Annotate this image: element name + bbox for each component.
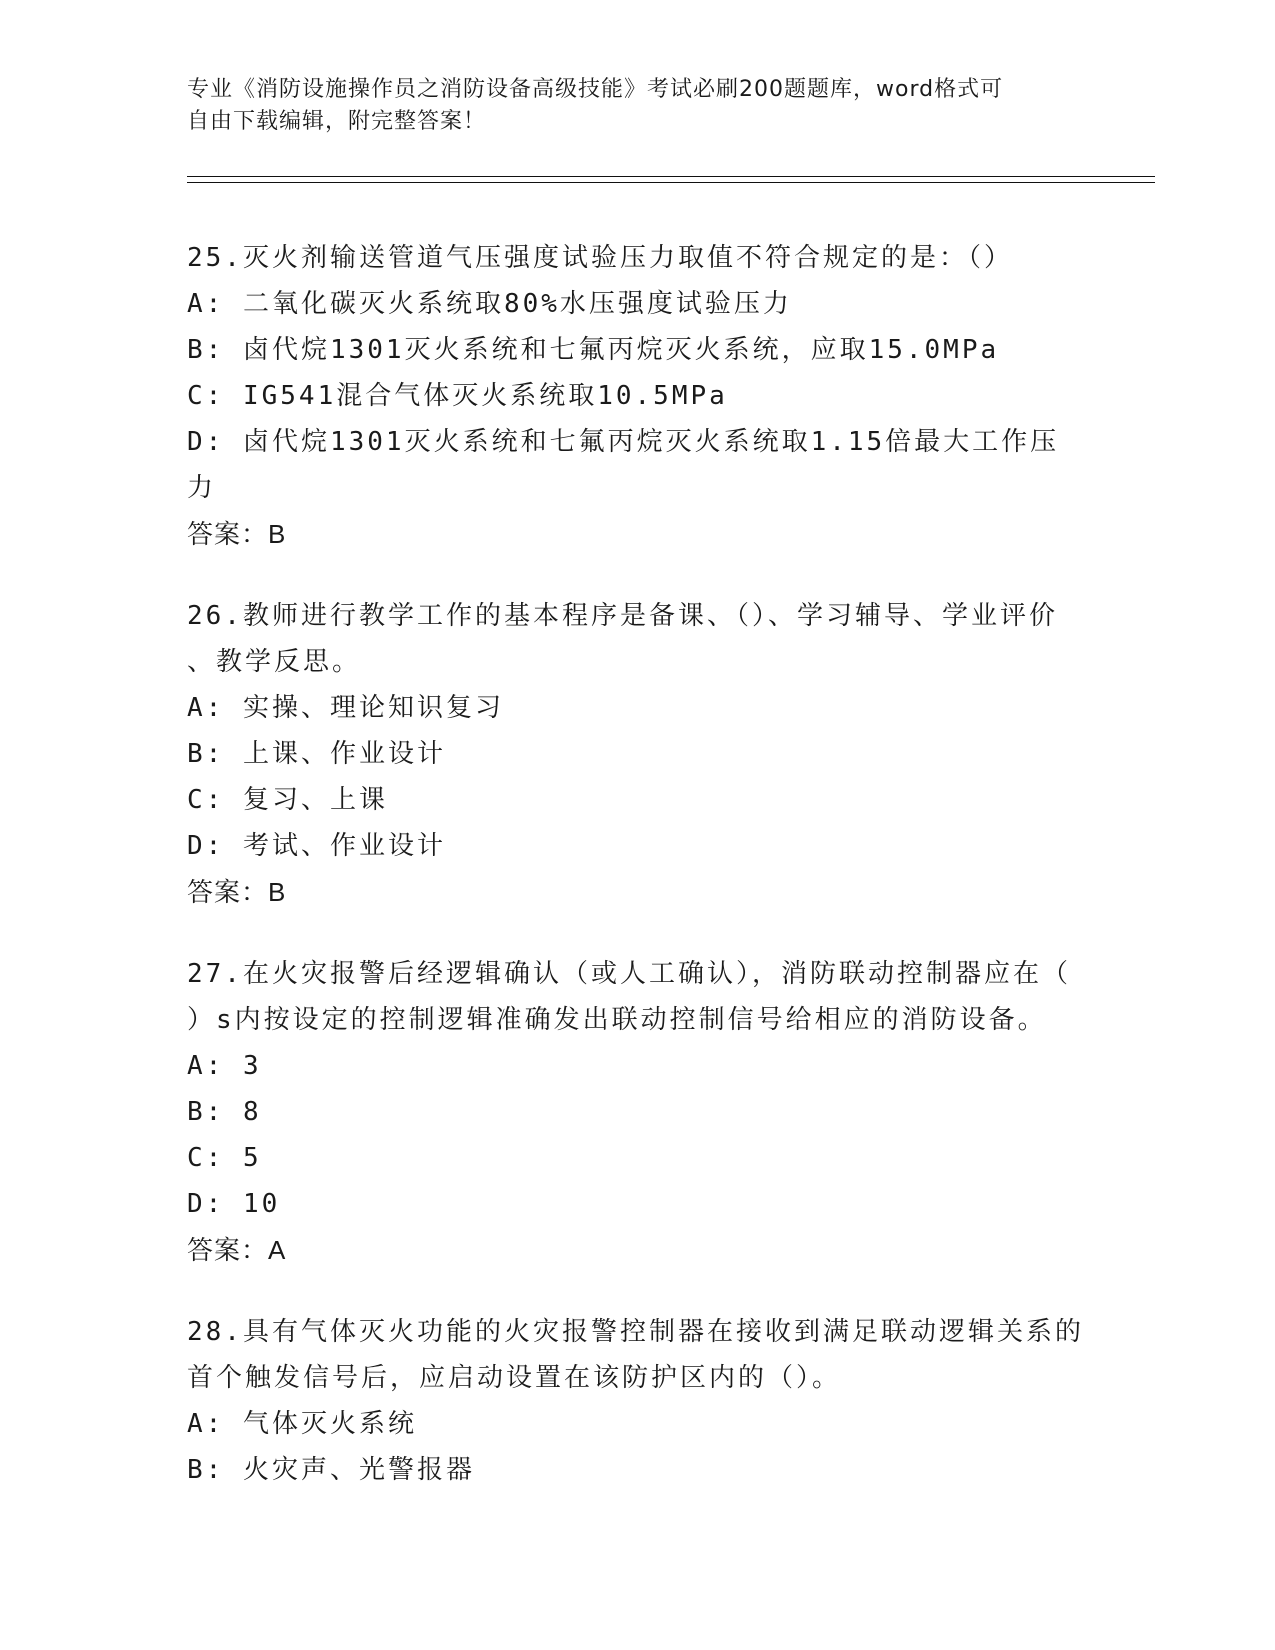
header-line-2: 自由下载编辑，附完整答案！: [187, 109, 487, 134]
option-b: B: 火灾声、光警报器: [187, 1455, 475, 1485]
option-a: A: 实操、理论知识复习: [187, 693, 504, 723]
document-header: [187, 74, 1067, 138]
question-stem-cont: 、教学反思。: [187, 647, 362, 677]
option-b: B: 上课、作业设计: [187, 739, 446, 769]
answer: 答案：B: [187, 519, 287, 549]
question-stem-cont: 首个触发信号后，应启动设置在该防护区内的（）。: [187, 1363, 842, 1393]
question-list: [187, 235, 1087, 1529]
question-27: [187, 951, 1087, 1273]
question-stem: 25.灭火剂输送管道气压强度试验压力取值不符合规定的是：（）: [187, 243, 1013, 273]
question-stem: 28.具有气体灭火功能的火灾报警控制器在接收到满足联动逻辑关系的: [187, 1317, 1084, 1347]
option-d: D: 卤代烷1301灭火系统和七氟丙烷灭火系统取1.15倍最大工作压力: [187, 427, 1060, 503]
option-c: C: 5: [187, 1143, 262, 1173]
option-a: A: 二氧化碳灭火系统取80%水压强度试验压力: [187, 289, 792, 319]
option-b: B: 卤代烷1301灭火系统和七氟丙烷灭火系统，应取15.0MPa: [187, 335, 1000, 365]
option-c: C: IG541混合气体灭火系统取10.5MPa: [187, 381, 728, 411]
answer: 答案：A: [187, 1235, 287, 1265]
option-a: A: 3: [187, 1051, 262, 1081]
option-d: D: 10: [187, 1189, 281, 1219]
question-stem-cont: ）s内按设定的控制逻辑准确发出联动控制信号给相应的消防设备。: [187, 1005, 1047, 1035]
question-stem: 27.在火灾报警后经逻辑确认（或人工确认），消防联动控制器应在（: [187, 959, 1071, 989]
option-a: A: 气体灭火系统: [187, 1409, 417, 1439]
question-stem: 26.教师进行教学工作的基本程序是备课、（）、学习辅导、学业评价: [187, 601, 1058, 631]
option-c: C: 复习、上课: [187, 785, 388, 815]
option-b: B: 8: [187, 1097, 262, 1127]
question-28: [187, 1309, 1087, 1493]
header-divider: [187, 176, 1155, 183]
question-25: [187, 235, 1087, 557]
option-d: D: 考试、作业设计: [187, 831, 446, 861]
header-line-1: 专业《消防设施操作员之消防设备高级技能》考试必刷200题题库，word格式可: [187, 77, 1004, 102]
answer: 答案：B: [187, 877, 287, 907]
question-26: [187, 593, 1087, 915]
